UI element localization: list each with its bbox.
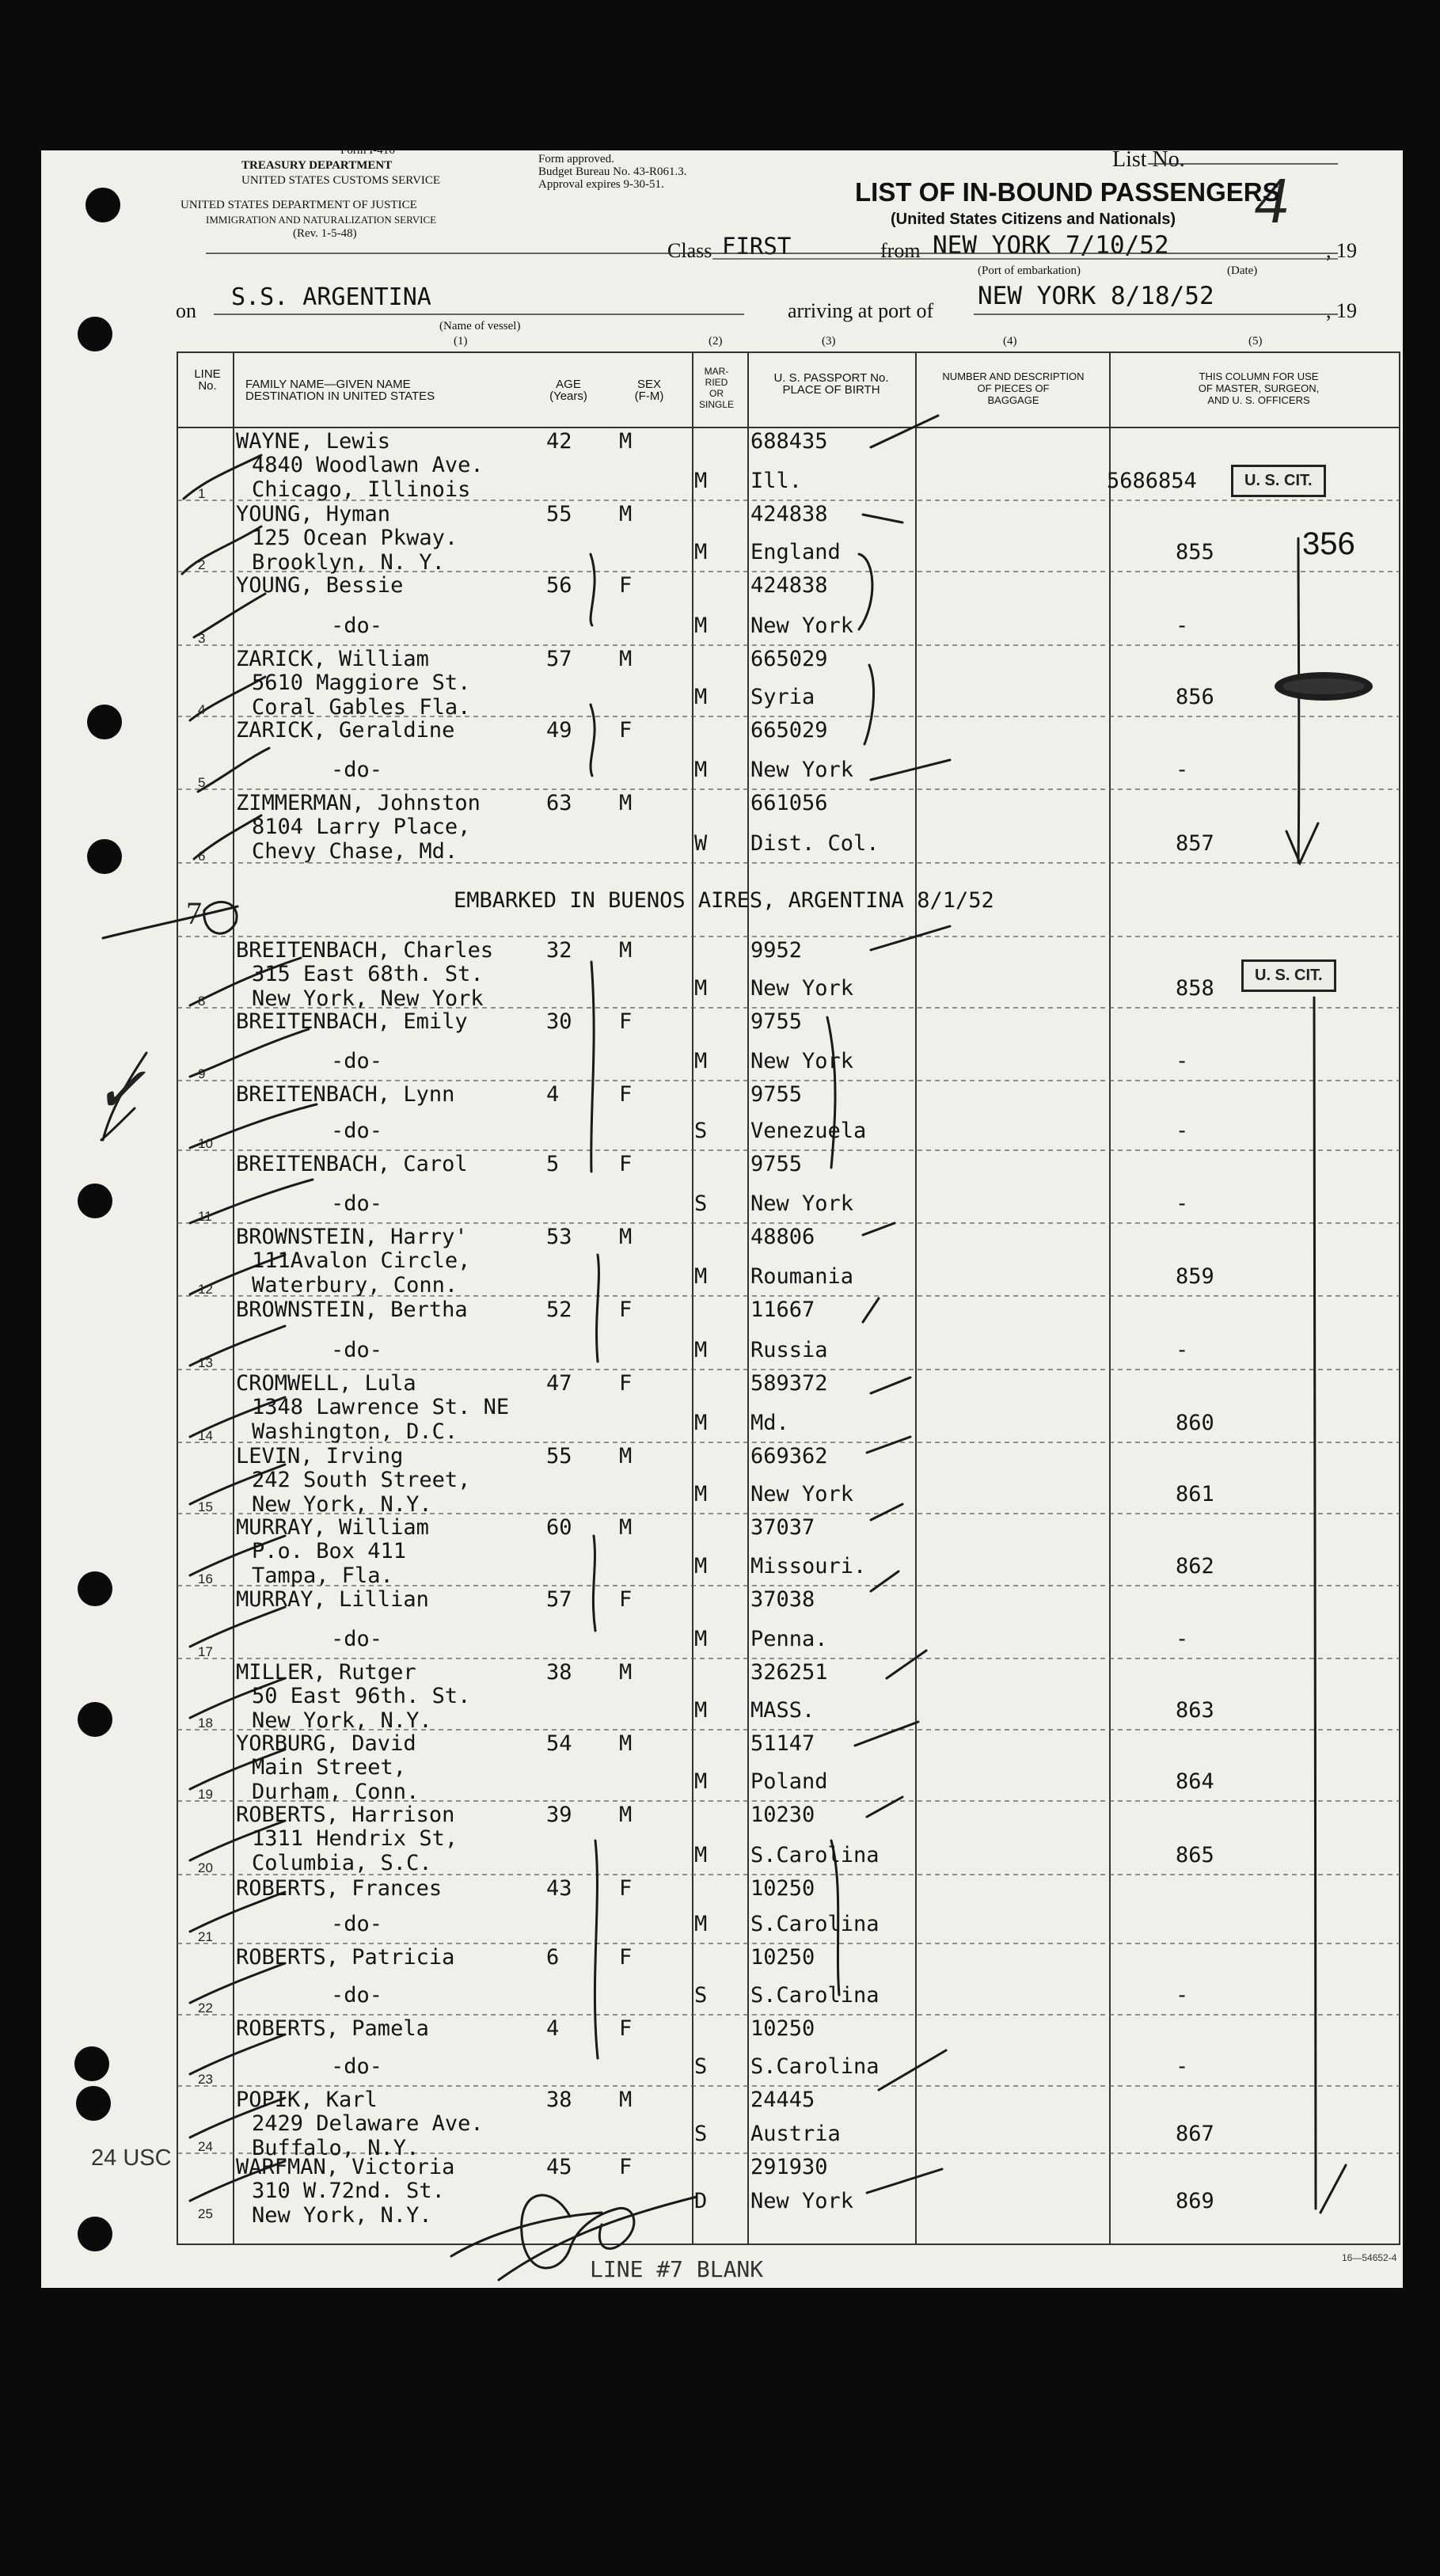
- passport-number: 10250: [750, 2016, 815, 2041]
- place-of-birth: New York: [750, 1191, 854, 1216]
- class-label: Class: [667, 239, 712, 262]
- passport-number: 9952: [750, 938, 803, 963]
- passenger-age: 38: [546, 2088, 572, 2112]
- marital-status: S: [694, 1983, 708, 2008]
- passenger-name: YOUNG, Bessie: [236, 573, 404, 598]
- place-of-birth: Austria: [750, 2122, 841, 2146]
- passenger-name: WAYNE, Lewis: [236, 429, 391, 454]
- line-number: 25: [198, 2206, 213, 2221]
- passport-number: 37038: [750, 1587, 815, 1612]
- passenger-age: 57: [546, 1587, 572, 1612]
- passenger-age: 60: [546, 1515, 572, 1540]
- punch-hole: [78, 1184, 112, 1218]
- officer-number: 859: [1176, 1264, 1214, 1289]
- place-of-birth: Penna.: [750, 1627, 828, 1651]
- column-number-4: (4): [1003, 335, 1017, 348]
- line-number: 13: [198, 1355, 213, 1370]
- passenger-sex: F: [619, 1082, 633, 1107]
- line-number: 15: [198, 1499, 213, 1514]
- passport-number: 665029: [750, 647, 828, 671]
- vessel-caption: (Name of vessel): [439, 320, 521, 332]
- passport-number: 48806: [750, 1225, 815, 1249]
- line-number: 10: [198, 1136, 213, 1151]
- marital-status: M: [694, 1698, 708, 1723]
- on-label: on: [176, 299, 196, 322]
- place-of-birth: Missouri.: [750, 1554, 867, 1579]
- marital-status: M: [694, 1264, 708, 1289]
- passenger-age: 30: [546, 1009, 572, 1034]
- place-of-birth: MASS.: [750, 1698, 815, 1723]
- list-subtitle: (United States Citizens and Nationals): [891, 211, 1176, 228]
- passenger-sex: M: [619, 502, 633, 526]
- vessel-name: S.S. ARGENTINA: [231, 283, 431, 311]
- place-of-birth: New York: [750, 2189, 854, 2213]
- passport-number: 9755: [750, 1152, 803, 1176]
- punch-hole: [78, 2217, 112, 2251]
- passenger-address: New York, N.Y.: [252, 1708, 432, 1733]
- marital-status: M: [694, 1338, 708, 1362]
- passenger-sex: F: [619, 1009, 633, 1034]
- punch-hole: [78, 1702, 112, 1737]
- year-label: , 19: [1326, 239, 1357, 262]
- passenger-address: 1311 Hendrix St,: [252, 1826, 458, 1851]
- passenger-name: YORBURG, David: [236, 1731, 416, 1756]
- passenger-address: P.o. Box 411: [252, 1539, 407, 1563]
- passenger-name: ROBERTS, Harrison: [236, 1803, 455, 1827]
- passenger-address: -do-: [331, 1049, 383, 1073]
- officer-number: -: [1176, 1338, 1189, 1362]
- list-title: LIST OF IN-BOUND PASSENGERS: [855, 177, 1280, 207]
- passenger-sex: M: [619, 791, 633, 815]
- port-embarkation-caption: (Port of embarkation): [978, 264, 1081, 277]
- passenger-sex: M: [619, 1731, 633, 1756]
- officer-number: -: [1176, 1049, 1189, 1073]
- marital-status: M: [694, 1912, 708, 1936]
- margin-note: 24 USC: [91, 2145, 172, 2171]
- passenger-address: 2429 Delaware Ave.: [252, 2111, 484, 2136]
- line-number: 12: [198, 1282, 213, 1297]
- passenger-sex: M: [619, 1515, 633, 1540]
- port-of-embarkation: NEW YORK 7/10/52: [933, 231, 1169, 260]
- us-citizen-stamp-2: U. S. CIT.: [1241, 959, 1336, 992]
- place-of-birth: Russia: [750, 1338, 828, 1362]
- officer-number: 865: [1176, 1843, 1214, 1867]
- passenger-sex: M: [619, 1803, 633, 1827]
- passenger-age: 42: [546, 429, 572, 454]
- marital-status: M: [694, 1627, 708, 1651]
- passenger-address: 1348 Lawrence St. NE: [252, 1395, 510, 1419]
- passenger-address: Buffalo, N.Y.: [252, 2136, 420, 2160]
- passenger-name: ROBERTS, Pamela: [236, 2016, 429, 2041]
- line-7-embarked-text: EMBARKED IN BUENOS AIRES, ARGENTINA 8/1/52: [454, 888, 994, 913]
- line-number: 18: [198, 1715, 213, 1731]
- line-number: 5: [198, 775, 206, 790]
- marital-status: S: [694, 1191, 708, 1216]
- officer-number: 860: [1176, 1411, 1214, 1435]
- column-number-2: (2): [709, 335, 723, 348]
- officer-number: -: [1176, 758, 1189, 782]
- budget-bureau: Budget Bureau No. 43-R061.3.: [538, 165, 687, 178]
- arrival-port: NEW YORK 8/18/52: [978, 282, 1214, 310]
- officer-number: -: [1176, 1119, 1189, 1143]
- passenger-address: 242 South Street,: [252, 1468, 471, 1492]
- passenger-name: MURRAY, Lillian: [236, 1587, 429, 1612]
- officer-number: 863: [1176, 1698, 1214, 1723]
- passenger-address: 5610 Maggiore St.: [252, 671, 471, 695]
- header-passport: U. S. PASSPORT No. PLACE OF BIRTH: [773, 371, 889, 397]
- officer-number: 861: [1176, 1482, 1214, 1506]
- passenger-age: 52: [546, 1297, 572, 1322]
- form-number: Form I-416: [340, 144, 395, 157]
- marital-status: M: [694, 614, 708, 638]
- passenger-age: 56: [546, 573, 572, 598]
- passenger-sex: M: [619, 647, 633, 671]
- officer-number: -: [1176, 614, 1189, 638]
- line-number: 9: [198, 1066, 206, 1081]
- marital-status: S: [694, 1119, 708, 1143]
- passenger-sex: F: [619, 1152, 633, 1176]
- officer-number: 869: [1176, 2189, 1214, 2213]
- marital-status: M: [694, 1769, 708, 1794]
- passenger-name: BREITENBACH, Emily: [236, 1009, 468, 1034]
- punch-hole: [76, 2086, 111, 2121]
- passenger-sex: F: [619, 2155, 633, 2179]
- line-number: 20: [198, 1860, 213, 1875]
- passenger-address: 4840 Woodlawn Ave.: [252, 453, 484, 477]
- date-caption: (Date): [1227, 264, 1258, 277]
- passenger-name: ZARICK, Geraldine: [236, 718, 455, 743]
- passenger-age: 32: [546, 938, 572, 963]
- line-7-number: 7: [186, 895, 202, 931]
- passport-number: 11667: [750, 1297, 815, 1322]
- list-number: 4: [1255, 164, 1288, 237]
- punch-hole: [87, 705, 122, 739]
- header-name: FAMILY NAME—GIVEN NAME DESTINATION IN UNITED STATES: [245, 378, 435, 403]
- passenger-address: -do-: [331, 1338, 383, 1362]
- year-label-2: , 19: [1326, 299, 1357, 322]
- passenger-sex: M: [619, 938, 633, 963]
- list-no-label: List No.: [1112, 147, 1185, 172]
- marital-status: M: [694, 685, 708, 709]
- marital-status: M: [694, 1843, 708, 1867]
- passenger-age: 53: [546, 1225, 572, 1249]
- passenger-name: MURRAY, William: [236, 1515, 429, 1540]
- header-sex: SEX (F-M): [634, 378, 664, 403]
- marital-status: M: [694, 758, 708, 782]
- place-of-birth: New York: [750, 1049, 854, 1073]
- line-number: 19: [198, 1787, 213, 1802]
- justice-department: UNITED STATES DEPARTMENT OF JUSTICE: [180, 199, 417, 211]
- officer-number: -: [1176, 2054, 1189, 2079]
- passenger-address: Coral Gables Fla.: [252, 695, 471, 720]
- line-number: 1: [198, 486, 206, 501]
- place-of-birth: New York: [750, 614, 854, 638]
- passport-number: 9755: [750, 1082, 803, 1107]
- place-of-birth: Ill.: [750, 469, 803, 493]
- line-number: 22: [198, 2000, 213, 2016]
- passenger-name: LEVIN, Irving: [236, 1444, 404, 1468]
- place-of-birth: S.Carolina: [750, 1983, 880, 2008]
- annotation-356: 356: [1302, 526, 1355, 561]
- passenger-address: 310 W.72nd. St.: [252, 2179, 445, 2203]
- passenger-address: 125 Ocean Pkway.: [252, 526, 458, 550]
- passport-number: 291930: [750, 2155, 828, 2179]
- marital-status: M: [694, 540, 708, 564]
- passenger-address: New York, New York: [252, 986, 484, 1011]
- marital-status: W: [694, 831, 708, 856]
- passenger-name: ZIMMERMAN, Johnston: [236, 791, 481, 815]
- passenger-sex: M: [619, 429, 633, 454]
- place-of-birth: S.Carolina: [750, 2054, 880, 2079]
- passenger-address: -do-: [331, 2054, 383, 2079]
- officer-number: 862: [1176, 1554, 1214, 1579]
- line-number: 23: [198, 2072, 213, 2087]
- line-number: 4: [198, 702, 206, 717]
- passenger-sex: F: [619, 1297, 633, 1322]
- column-number-5: (5): [1248, 335, 1263, 348]
- passport-number: 688435: [750, 429, 828, 454]
- passenger-age: 54: [546, 1731, 572, 1756]
- immigration-service: IMMIGRATION AND NATURALIZATION SERVICE: [206, 214, 437, 226]
- passenger-name: ROBERTS, Patricia: [236, 1945, 455, 1970]
- place-of-birth: Dist. Col.: [750, 831, 880, 856]
- marital-status: S: [694, 2054, 708, 2079]
- passenger-address: New York, N.Y.: [252, 1492, 432, 1517]
- line-number: 8: [198, 994, 206, 1009]
- officer-number: 857: [1176, 831, 1214, 856]
- passport-number: 424838: [750, 573, 828, 598]
- passenger-name: BREITENBACH, Carol: [236, 1152, 468, 1176]
- header-baggage: NUMBER AND DESCRIPTION OF PIECES OF BAGGAGE: [942, 370, 1085, 406]
- officer-number: -: [1176, 1191, 1189, 1216]
- passenger-sex: F: [619, 1587, 633, 1612]
- passport-number: 51147: [750, 1731, 815, 1756]
- line-number: 14: [198, 1428, 213, 1443]
- passenger-age: 39: [546, 1803, 572, 1827]
- passport-number: 669362: [750, 1444, 828, 1468]
- passenger-address: Brooklyn, N. Y.: [252, 550, 445, 575]
- passenger-sex: F: [619, 1371, 633, 1396]
- passenger-name: WARFMAN, Victoria: [236, 2155, 455, 2179]
- passenger-name: MILLER, Rutger: [236, 1660, 416, 1685]
- passenger-age: 63: [546, 791, 572, 815]
- officer-number: 5686854: [1107, 469, 1197, 493]
- passport-number: 10250: [750, 1876, 815, 1901]
- passenger-address: Chicago, Illinois: [252, 477, 471, 502]
- officer-number: 867: [1176, 2122, 1214, 2146]
- place-of-birth: England: [750, 540, 841, 564]
- line-7-blank-note: LINE #7 BLANK: [590, 2256, 764, 2282]
- passenger-address: Waterbury, Conn.: [252, 1273, 458, 1297]
- arriving-label: arriving at port of: [788, 299, 934, 322]
- line-number: 21: [198, 1929, 213, 1944]
- passenger-address: -do-: [331, 614, 383, 638]
- passenger-age: 38: [546, 1660, 572, 1685]
- place-of-birth: New York: [750, 976, 854, 1001]
- passenger-name: BROWNSTEIN, Harry': [236, 1225, 468, 1249]
- officer-number: 858: [1176, 976, 1214, 1001]
- marital-status: M: [694, 1049, 708, 1073]
- marital-status: D: [694, 2189, 708, 2213]
- passenger-age: 5: [546, 1152, 560, 1176]
- passenger-address: 315 East 68th. St.: [252, 962, 484, 986]
- passenger-address: Durham, Conn.: [252, 1780, 420, 1804]
- passenger-address: -do-: [331, 1983, 383, 2008]
- passenger-sex: F: [619, 1876, 633, 1901]
- marital-status: M: [694, 1411, 708, 1435]
- passport-number: 37037: [750, 1515, 815, 1540]
- passenger-address: New York, N.Y.: [252, 2203, 432, 2228]
- passenger-address: 50 East 96th. St.: [252, 1684, 471, 1708]
- column-number-1: (1): [454, 335, 468, 348]
- passenger-name: CROMWELL, Lula: [236, 1371, 416, 1396]
- passenger-name: ZARICK, William: [236, 647, 429, 671]
- passenger-name: YOUNG, Hyman: [236, 502, 391, 526]
- passenger-address: -do-: [331, 1119, 383, 1143]
- passenger-address: -do-: [331, 1627, 383, 1651]
- passenger-sex: M: [619, 1444, 633, 1468]
- passenger-address: 111Avalon Circle,: [252, 1248, 471, 1273]
- approval-expires: Approval expires 9-30-51.: [538, 178, 664, 191]
- passenger-address: Columbia, S.C.: [252, 1851, 432, 1875]
- passenger-age: 45: [546, 2155, 572, 2179]
- line-number: 11: [198, 1209, 212, 1224]
- line-number: 17: [198, 1644, 213, 1659]
- place-of-birth: Venezuela: [750, 1119, 867, 1143]
- passport-number: 326251: [750, 1660, 828, 1685]
- passenger-sex: M: [619, 1660, 633, 1685]
- passport-number: 665029: [750, 718, 828, 743]
- marital-status: M: [694, 469, 708, 493]
- place-of-birth: Syria: [750, 685, 815, 709]
- place-of-birth: Roumania: [750, 1264, 854, 1289]
- officer-number: 864: [1176, 1769, 1214, 1794]
- class-value: FIRST: [722, 233, 792, 260]
- punch-hole: [87, 839, 122, 874]
- passport-number: 24445: [750, 2088, 815, 2112]
- passport-number: 661056: [750, 791, 828, 815]
- passenger-sex: F: [619, 718, 633, 743]
- passenger-address: -do-: [331, 1191, 383, 1216]
- passenger-name: POPIK, Karl: [236, 2088, 378, 2112]
- line-number: 2: [198, 557, 206, 572]
- form-approved: Form approved.: [538, 153, 614, 165]
- officer-number: -: [1176, 1627, 1189, 1651]
- place-of-birth: Poland: [750, 1769, 828, 1794]
- passenger-sex: M: [619, 1225, 633, 1249]
- passport-number: 9755: [750, 1009, 803, 1034]
- officer-number: 856: [1176, 685, 1214, 709]
- marital-status: M: [694, 976, 708, 1001]
- passenger-age: 57: [546, 647, 572, 671]
- line-number: 3: [198, 631, 206, 646]
- from-label: from: [880, 239, 921, 262]
- passenger-sex: F: [619, 573, 633, 598]
- officer-number: -: [1176, 1983, 1189, 2008]
- punch-hole: [74, 2046, 109, 2081]
- marital-status: M: [694, 1554, 708, 1579]
- passenger-address: -do-: [331, 1912, 383, 1936]
- passport-number: 589372: [750, 1371, 828, 1396]
- passenger-age: 6: [546, 1945, 560, 1970]
- header-married: MAR- RIED OR SINGLE: [698, 366, 734, 410]
- place-of-birth: S.Carolina: [750, 1912, 880, 1936]
- punch-hole: [78, 1571, 112, 1606]
- header-age: AGE (Years): [549, 378, 587, 403]
- place-of-birth: Md.: [750, 1411, 789, 1435]
- form-revision: (Rev. 1-5-48): [293, 227, 357, 240]
- punch-hole: [85, 188, 120, 222]
- treasury-department: TREASURY DEPARTMENT: [241, 159, 393, 172]
- column-number-3: (3): [822, 335, 836, 348]
- passenger-name: BROWNSTEIN, Bertha: [236, 1297, 468, 1322]
- punch-hole: [78, 317, 112, 351]
- passenger-age: 43: [546, 1876, 572, 1901]
- line-number: 16: [198, 1571, 213, 1586]
- margin-check-icon: ✓: [93, 1056, 147, 1126]
- passenger-age: 4: [546, 1082, 560, 1107]
- passenger-address: Washington, D.C.: [252, 1419, 458, 1444]
- us-citizen-stamp: U. S. CIT.: [1231, 465, 1326, 497]
- place-of-birth: New York: [750, 758, 854, 782]
- marital-status: M: [694, 1482, 708, 1506]
- passenger-age: 49: [546, 718, 572, 743]
- place-of-birth: New York: [750, 1482, 854, 1506]
- passenger-age: 47: [546, 1371, 572, 1396]
- passenger-sex: F: [619, 1945, 633, 1970]
- passenger-address: Main Street,: [252, 1755, 407, 1780]
- passenger-name: BREITENBACH, Charles: [236, 938, 494, 963]
- passport-number: 10230: [750, 1803, 815, 1827]
- officer-number: 855: [1176, 540, 1214, 564]
- marital-status: S: [694, 2122, 708, 2146]
- passenger-age: 55: [546, 502, 572, 526]
- passport-number: 424838: [750, 502, 828, 526]
- line-number: 24: [198, 2139, 213, 2154]
- passenger-sex: F: [619, 2016, 633, 2041]
- passenger-address: Tampa, Fla.: [252, 1563, 393, 1588]
- header-officers: THIS COLUMN FOR USE OF MASTER, SURGEON, AND U. S. OFFICERS: [1198, 370, 1320, 406]
- passenger-age: 4: [546, 2016, 560, 2041]
- place-of-birth: S.Carolina: [750, 1843, 880, 1867]
- passenger-age: 55: [546, 1444, 572, 1468]
- customs-service: UNITED STATES CUSTOMS SERVICE: [241, 174, 441, 187]
- passenger-sex: M: [619, 2088, 633, 2112]
- header-line-no: LINE No.: [194, 367, 221, 393]
- passenger-address: -do-: [331, 758, 383, 782]
- passenger-address: Chevy Chase, Md.: [252, 839, 458, 864]
- passenger-name: ROBERTS, Frances: [236, 1876, 443, 1901]
- passenger-address: 8104 Larry Place,: [252, 815, 471, 839]
- passenger-name: BREITENBACH, Lynn: [236, 1082, 455, 1107]
- form-footer-number: 16—54652-4: [1342, 2252, 1397, 2263]
- line-number: 6: [198, 849, 206, 864]
- passport-number: 10250: [750, 1945, 815, 1970]
